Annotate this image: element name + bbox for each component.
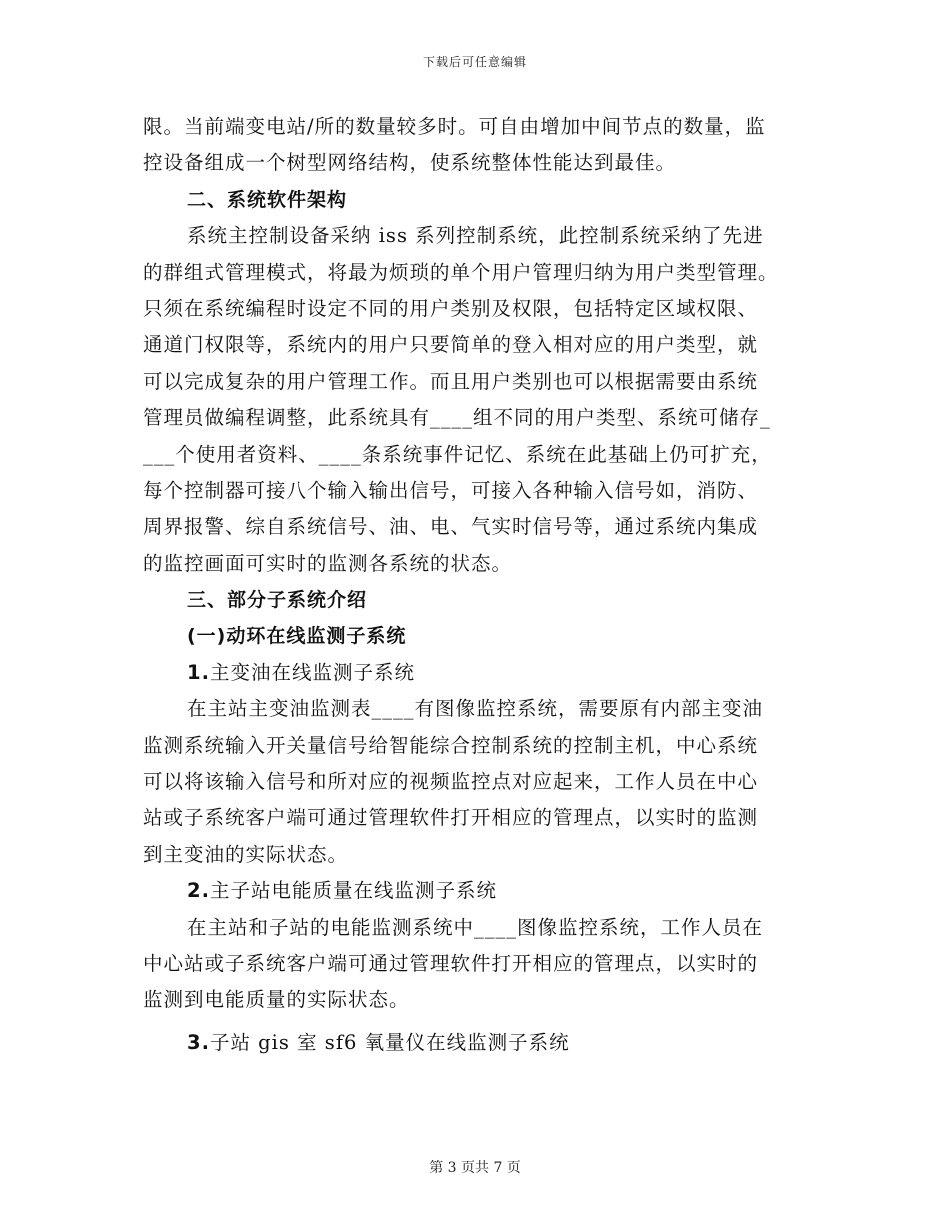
paragraph-line: 只须在系统编程时设定不同的用户类别及权限，包括特定区域权限、 (143, 296, 759, 320)
paragraph-line: 通道门权限等，系统内的用户只要简单的登入相对应的用户类型，就 (143, 333, 759, 357)
paragraph-line: 控设备组成一个树型网络结构，使系统整体性能达到最佳。 (143, 151, 677, 175)
numbered-heading (143, 1025, 803, 1061)
paragraph-line: ___个使用者资料、____条系统事件记忆、系统在此基础上仍可扩充， (143, 442, 772, 466)
paragraph-line: 监测系统输入开关量信号给智能综合控制系统的控制主机，中心系统 (143, 733, 759, 757)
paragraph-line: 监测到电能质量的实际状态。 (143, 988, 410, 1012)
section-heading: 二、系统软件架构 (187, 188, 348, 211)
paragraph-line: 在主站主变油监测表____有图像监控系统，需要原有内部主变油 (187, 697, 764, 721)
item-number: 2. (187, 879, 210, 903)
paragraph-line: 的监控画面可实时的监测各系统的状态。 (143, 551, 513, 575)
paragraph-line: 可以将该输入信号和所对应的视频监控点对应起来，工作人员在中心 (143, 770, 759, 794)
section-heading: 三、部分子系统介绍 (187, 589, 368, 612)
paragraph-line: 系统主控制设备采纳 iss 系列控制系统，此控制系统采纳了先进 (187, 224, 764, 248)
heading-text: 主子站电能质量在线监测子系统 (209, 879, 497, 903)
paragraph-line: 限。当前端变电站/所的数量较多时。可自由增加中间节点的数量，监 (143, 115, 766, 138)
item-number: 1. (187, 660, 210, 684)
numbered-heading (143, 655, 803, 691)
paragraph-line: 在主站和子站的电能监测系统中____图像监控系统，工作人员在 (187, 915, 764, 939)
paragraph-line: 到主变油的实际状态。 (143, 842, 349, 866)
numbered-heading (143, 873, 803, 909)
paragraph-line: 站或子系统客户端可通过管理软件打开相应的管理点，以实时的监测 (143, 806, 759, 830)
page-header: 下载后可任意编辑 (422, 55, 527, 69)
heading-text: 主变油在线监测子系统 (209, 660, 415, 684)
paragraph-line: 周界报警、综自系统信号、油、电、气实时信号等，通过系统内集成 (143, 515, 759, 539)
subsection-heading: (一)动环在线监测子系统 (187, 625, 407, 648)
paragraph-line: 每个控制器可接八个输入输出信号，可接入各种输入信号如，消防、 (143, 478, 759, 502)
paragraph-line: 可以完成复杂的用户管理工作。而且用户类别也可以根据需要由系统 (143, 369, 759, 393)
heading-text: 子站 gis 室 sf6 氧量仪在线监测子系统 (209, 1030, 570, 1054)
paragraph-line: 管理员做编程调整，此系统具有____组不同的用户类型、系统可储存_ (143, 406, 771, 430)
paragraph-line: 中心站或子系统客户端可通过管理软件打开相应的管理点，以实时的 (143, 951, 759, 975)
document-body (143, 109, 803, 1061)
paragraph-line: 的群组式管理模式，将最为烦琐的单个用户管理归纳为用户类型管理。 (143, 260, 779, 284)
item-number: 3. (187, 1030, 210, 1054)
page-footer: 第 3 页共 7 页 (429, 1160, 521, 1176)
